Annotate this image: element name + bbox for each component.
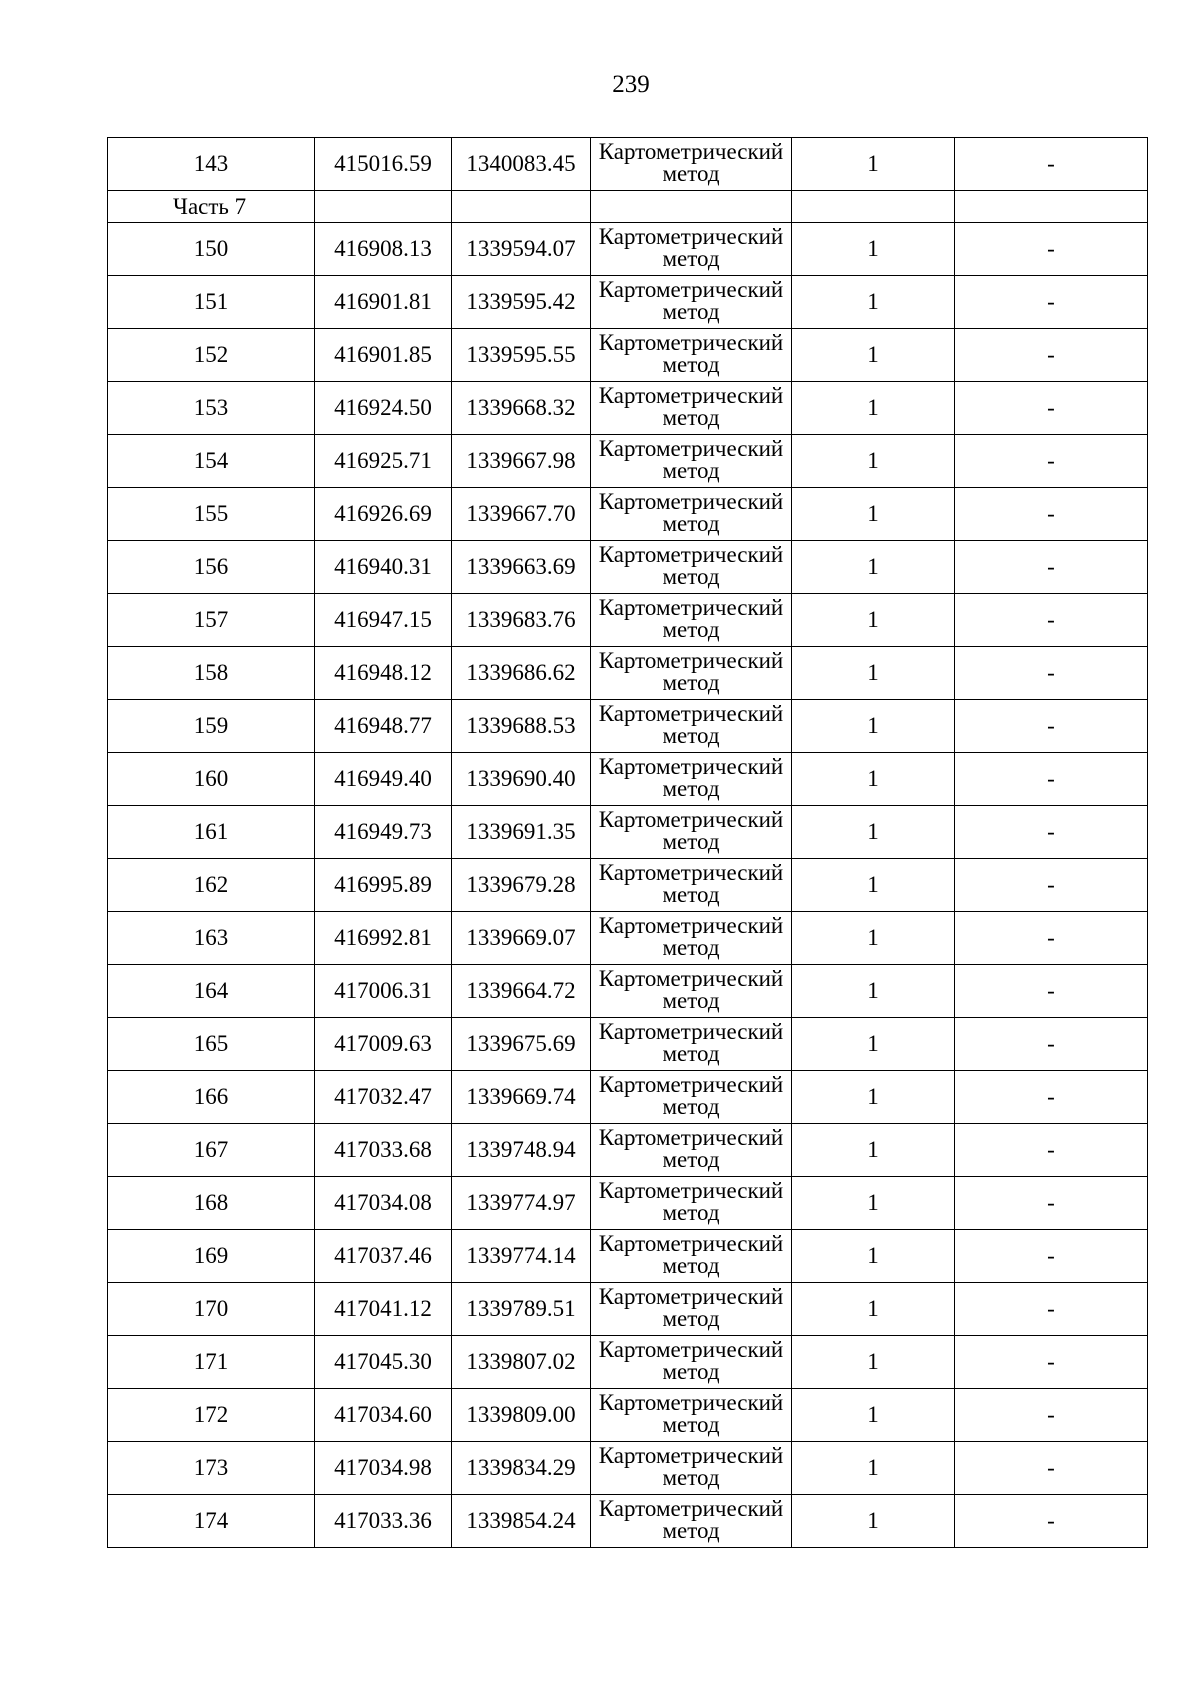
- method-cell: [591, 1230, 792, 1283]
- point-number-cell: 160: [108, 753, 315, 806]
- section-row: [108, 191, 1148, 223]
- x-coordinate-cell: 416925.71: [315, 435, 452, 488]
- method-line-1: Картометрический: [598, 436, 784, 461]
- point-number-cell: 151: [108, 276, 315, 329]
- x-coordinate-cell: 416901.85: [315, 329, 452, 382]
- note-cell: -: [955, 1336, 1148, 1389]
- table-row: [108, 1177, 1148, 1230]
- table-row: [108, 1071, 1148, 1124]
- method-line-1: Картометрический: [598, 1019, 784, 1044]
- method-line-1: Картометрический: [598, 913, 784, 938]
- y-coordinate-cell: 1339691.35: [452, 806, 591, 859]
- point-number-cell: 161: [108, 806, 315, 859]
- table-row: [108, 276, 1148, 329]
- method-cell: [591, 965, 792, 1018]
- x-coordinate-cell: 417034.60: [315, 1389, 452, 1442]
- method-line-2: метод: [662, 352, 720, 377]
- point-number-cell: 166: [108, 1071, 315, 1124]
- y-coordinate-cell: 1339688.53: [452, 700, 591, 753]
- note-cell: -: [955, 1442, 1148, 1495]
- method-cell: [591, 1124, 792, 1177]
- method-line-1: Картометрический: [598, 595, 784, 620]
- method-line-2: метод: [662, 776, 720, 801]
- y-coordinate-cell: 1339667.70: [452, 488, 591, 541]
- note-cell: -: [955, 138, 1148, 191]
- table-row: [108, 912, 1148, 965]
- method-cell: [591, 859, 792, 912]
- point-number-cell: 157: [108, 594, 315, 647]
- method-line-1: Картометрический: [598, 277, 784, 302]
- table-row: [108, 1018, 1148, 1071]
- y-coordinate-cell: 1339834.29: [452, 1442, 591, 1495]
- note-cell: -: [955, 541, 1148, 594]
- accuracy-cell: 1: [792, 329, 955, 382]
- point-number-cell: 159: [108, 700, 315, 753]
- table-row: [108, 753, 1148, 806]
- x-coordinate-cell: 417041.12: [315, 1283, 452, 1336]
- point-number-cell: 168: [108, 1177, 315, 1230]
- y-coordinate-cell: 1339679.28: [452, 859, 591, 912]
- accuracy-cell: 1: [792, 700, 955, 753]
- method-line-2: метод: [662, 1253, 720, 1278]
- note-cell: -: [955, 488, 1148, 541]
- x-coordinate-cell: 417033.36: [315, 1495, 452, 1548]
- point-number-cell: 154: [108, 435, 315, 488]
- y-coordinate-cell: 1339664.72: [452, 965, 591, 1018]
- method-line-2: метод: [662, 1518, 720, 1543]
- point-number-cell: 156: [108, 541, 315, 594]
- table-row: [108, 488, 1148, 541]
- point-number-cell: 163: [108, 912, 315, 965]
- method-cell: [591, 806, 792, 859]
- x-coordinate-cell: 416992.81: [315, 912, 452, 965]
- table-row: [108, 329, 1148, 382]
- x-coordinate-cell: 416947.15: [315, 594, 452, 647]
- x-coordinate-cell: 417034.98: [315, 1442, 452, 1495]
- y-coordinate-cell: 1339675.69: [452, 1018, 591, 1071]
- method-line-1: Картометрический: [598, 860, 784, 885]
- table-row: [108, 435, 1148, 488]
- y-coordinate-cell: 1339686.62: [452, 647, 591, 700]
- accuracy-cell: 1: [792, 1442, 955, 1495]
- method-line-2: метод: [662, 511, 720, 536]
- method-line-2: метод: [662, 670, 720, 695]
- y-coordinate-cell: 1339774.97: [452, 1177, 591, 1230]
- method-line-1: Картометрический: [598, 1390, 784, 1415]
- table-row: [108, 806, 1148, 859]
- method-cell: [591, 753, 792, 806]
- y-coordinate-cell: 1339595.42: [452, 276, 591, 329]
- method-line-1: Картометрический: [598, 1072, 784, 1097]
- method-cell: [591, 594, 792, 647]
- method-line-2: метод: [662, 988, 720, 1013]
- method-line-2: метод: [662, 1465, 720, 1490]
- section-label: Часть 7: [108, 191, 315, 223]
- note-cell: -: [955, 806, 1148, 859]
- x-coordinate-cell: 416949.73: [315, 806, 452, 859]
- x-coordinate-cell: 416949.40: [315, 753, 452, 806]
- table-row: [108, 223, 1148, 276]
- coordinates-table-body: [108, 138, 1148, 1548]
- x-coordinate-cell: 417009.63: [315, 1018, 452, 1071]
- coordinates-table: [107, 137, 1148, 1548]
- method-line-1: Картометрический: [598, 1496, 784, 1521]
- point-number-cell: 173: [108, 1442, 315, 1495]
- method-line-2: метод: [662, 935, 720, 960]
- empty-cell: [792, 191, 955, 223]
- method-line-1: Картометрический: [598, 224, 784, 249]
- y-coordinate-cell: 1339807.02: [452, 1336, 591, 1389]
- point-number-cell: 172: [108, 1389, 315, 1442]
- accuracy-cell: 1: [792, 1336, 955, 1389]
- accuracy-cell: 1: [792, 806, 955, 859]
- accuracy-cell: 1: [792, 859, 955, 912]
- accuracy-cell: 1: [792, 435, 955, 488]
- method-line-2: метод: [662, 161, 720, 186]
- y-coordinate-cell: 1339683.76: [452, 594, 591, 647]
- method-line-1: Картометрический: [598, 648, 784, 673]
- page-number: 239: [612, 71, 650, 98]
- accuracy-cell: 1: [792, 1389, 955, 1442]
- y-coordinate-cell: 1339748.94: [452, 1124, 591, 1177]
- accuracy-cell: 1: [792, 1018, 955, 1071]
- method-cell: [591, 1442, 792, 1495]
- table-row: [108, 594, 1148, 647]
- accuracy-cell: 1: [792, 1230, 955, 1283]
- accuracy-cell: 1: [792, 382, 955, 435]
- note-cell: -: [955, 382, 1148, 435]
- note-cell: -: [955, 1071, 1148, 1124]
- method-cell: [591, 488, 792, 541]
- empty-cell: [955, 191, 1148, 223]
- table-row: [108, 1124, 1148, 1177]
- method-cell: [591, 647, 792, 700]
- table-row: [108, 1389, 1148, 1442]
- note-cell: -: [955, 700, 1148, 753]
- accuracy-cell: 1: [792, 276, 955, 329]
- method-cell: [591, 223, 792, 276]
- table-row: [108, 138, 1148, 191]
- table-row: [108, 965, 1148, 1018]
- method-line-1: Картометрический: [598, 1178, 784, 1203]
- x-coordinate-cell: 416995.89: [315, 859, 452, 912]
- note-cell: -: [955, 1124, 1148, 1177]
- method-line-1: Картометрический: [598, 966, 784, 991]
- method-cell: [591, 1389, 792, 1442]
- method-line-1: Картометрический: [598, 489, 784, 514]
- method-line-1: Картометрический: [598, 701, 784, 726]
- table-row: [108, 1230, 1148, 1283]
- method-line-1: Картометрический: [598, 1125, 784, 1150]
- note-cell: -: [955, 912, 1148, 965]
- note-cell: -: [955, 859, 1148, 912]
- x-coordinate-cell: 416948.12: [315, 647, 452, 700]
- method-line-2: метод: [662, 564, 720, 589]
- method-cell: [591, 382, 792, 435]
- note-cell: -: [955, 276, 1148, 329]
- method-line-1: Картометрический: [598, 542, 784, 567]
- method-cell: [591, 1071, 792, 1124]
- y-coordinate-cell: 1339789.51: [452, 1283, 591, 1336]
- method-cell: [591, 1495, 792, 1548]
- point-number-cell: 165: [108, 1018, 315, 1071]
- x-coordinate-cell: 417037.46: [315, 1230, 452, 1283]
- y-coordinate-cell: 1339667.98: [452, 435, 591, 488]
- note-cell: -: [955, 1018, 1148, 1071]
- y-coordinate-cell: 1339690.40: [452, 753, 591, 806]
- point-number-cell: 150: [108, 223, 315, 276]
- y-coordinate-cell: 1339668.32: [452, 382, 591, 435]
- note-cell: -: [955, 753, 1148, 806]
- note-cell: -: [955, 647, 1148, 700]
- accuracy-cell: 1: [792, 1177, 955, 1230]
- note-cell: -: [955, 965, 1148, 1018]
- point-number-cell: 169: [108, 1230, 315, 1283]
- point-number-cell: 143: [108, 138, 315, 191]
- note-cell: -: [955, 1230, 1148, 1283]
- y-coordinate-cell: 1339854.24: [452, 1495, 591, 1548]
- method-cell: [591, 435, 792, 488]
- note-cell: -: [955, 1495, 1148, 1548]
- empty-cell: [452, 191, 591, 223]
- method-cell: [591, 138, 792, 191]
- point-number-cell: 171: [108, 1336, 315, 1389]
- accuracy-cell: 1: [792, 1124, 955, 1177]
- method-line-2: метод: [662, 246, 720, 271]
- note-cell: -: [955, 1177, 1148, 1230]
- method-line-2: метод: [662, 1041, 720, 1066]
- x-coordinate-cell: 416901.81: [315, 276, 452, 329]
- method-cell: [591, 276, 792, 329]
- table-row: [108, 541, 1148, 594]
- method-line-1: Картометрический: [598, 1443, 784, 1468]
- point-number-cell: 155: [108, 488, 315, 541]
- point-number-cell: 152: [108, 329, 315, 382]
- accuracy-cell: 1: [792, 138, 955, 191]
- table-row: [108, 700, 1148, 753]
- x-coordinate-cell: 416948.77: [315, 700, 452, 753]
- x-coordinate-cell: 416926.69: [315, 488, 452, 541]
- method-cell: [591, 1336, 792, 1389]
- x-coordinate-cell: 416924.50: [315, 382, 452, 435]
- x-coordinate-cell: 417045.30: [315, 1336, 452, 1389]
- point-number-cell: 162: [108, 859, 315, 912]
- y-coordinate-cell: 1339669.07: [452, 912, 591, 965]
- method-cell: [591, 329, 792, 382]
- y-coordinate-cell: 1339663.69: [452, 541, 591, 594]
- method-line-1: Картометрический: [598, 1231, 784, 1256]
- y-coordinate-cell: 1340083.45: [452, 138, 591, 191]
- y-coordinate-cell: 1339669.74: [452, 1071, 591, 1124]
- accuracy-cell: 1: [792, 541, 955, 594]
- method-line-2: метод: [662, 723, 720, 748]
- point-number-cell: 153: [108, 382, 315, 435]
- accuracy-cell: 1: [792, 753, 955, 806]
- accuracy-cell: 1: [792, 1495, 955, 1548]
- point-number-cell: 174: [108, 1495, 315, 1548]
- method-line-2: метод: [662, 458, 720, 483]
- method-line-2: метод: [662, 1094, 720, 1119]
- accuracy-cell: 1: [792, 1071, 955, 1124]
- accuracy-cell: 1: [792, 647, 955, 700]
- note-cell: -: [955, 594, 1148, 647]
- method-line-1: Картометрический: [598, 1337, 784, 1362]
- x-coordinate-cell: 417006.31: [315, 965, 452, 1018]
- method-line-1: Картометрический: [598, 330, 784, 355]
- method-line-1: Картометрический: [598, 383, 784, 408]
- method-line-2: метод: [662, 1359, 720, 1384]
- method-line-2: метод: [662, 1412, 720, 1437]
- x-coordinate-cell: 416940.31: [315, 541, 452, 594]
- note-cell: -: [955, 329, 1148, 382]
- method-line-2: метод: [662, 405, 720, 430]
- method-line-2: метод: [662, 617, 720, 642]
- accuracy-cell: 1: [792, 594, 955, 647]
- x-coordinate-cell: 417034.08: [315, 1177, 452, 1230]
- method-cell: [591, 1177, 792, 1230]
- method-line-2: метод: [662, 1200, 720, 1225]
- note-cell: -: [955, 435, 1148, 488]
- table-row: [108, 1336, 1148, 1389]
- accuracy-cell: 1: [792, 488, 955, 541]
- point-number-cell: 158: [108, 647, 315, 700]
- point-number-cell: 167: [108, 1124, 315, 1177]
- table-row: [108, 647, 1148, 700]
- method-line-2: метод: [662, 882, 720, 907]
- method-cell: [591, 700, 792, 753]
- table-row: [108, 1283, 1148, 1336]
- y-coordinate-cell: 1339594.07: [452, 223, 591, 276]
- table-row: [108, 382, 1148, 435]
- accuracy-cell: 1: [792, 1283, 955, 1336]
- empty-cell: [591, 191, 792, 223]
- method-line-2: метод: [662, 829, 720, 854]
- method-line-2: метод: [662, 1147, 720, 1172]
- method-line-2: метод: [662, 1306, 720, 1331]
- method-cell: [591, 912, 792, 965]
- accuracy-cell: 1: [792, 965, 955, 1018]
- note-cell: -: [955, 223, 1148, 276]
- method-cell: [591, 1018, 792, 1071]
- table-row: [108, 859, 1148, 912]
- point-number-cell: 170: [108, 1283, 315, 1336]
- method-cell: [591, 541, 792, 594]
- method-line-1: Картометрический: [598, 1284, 784, 1309]
- y-coordinate-cell: 1339774.14: [452, 1230, 591, 1283]
- method-line-1: Картометрический: [598, 139, 784, 164]
- accuracy-cell: 1: [792, 223, 955, 276]
- x-coordinate-cell: 417032.47: [315, 1071, 452, 1124]
- x-coordinate-cell: 417033.68: [315, 1124, 452, 1177]
- table-row: [108, 1495, 1148, 1548]
- y-coordinate-cell: 1339809.00: [452, 1389, 591, 1442]
- y-coordinate-cell: 1339595.55: [452, 329, 591, 382]
- point-number-cell: 164: [108, 965, 315, 1018]
- x-coordinate-cell: 415016.59: [315, 138, 452, 191]
- method-line-1: Картометрический: [598, 807, 784, 832]
- accuracy-cell: 1: [792, 912, 955, 965]
- note-cell: -: [955, 1283, 1148, 1336]
- x-coordinate-cell: 416908.13: [315, 223, 452, 276]
- method-line-1: Картометрический: [598, 754, 784, 779]
- note-cell: -: [955, 1389, 1148, 1442]
- method-cell: [591, 1283, 792, 1336]
- method-line-2: метод: [662, 299, 720, 324]
- empty-cell: [315, 191, 452, 223]
- table-row: [108, 1442, 1148, 1495]
